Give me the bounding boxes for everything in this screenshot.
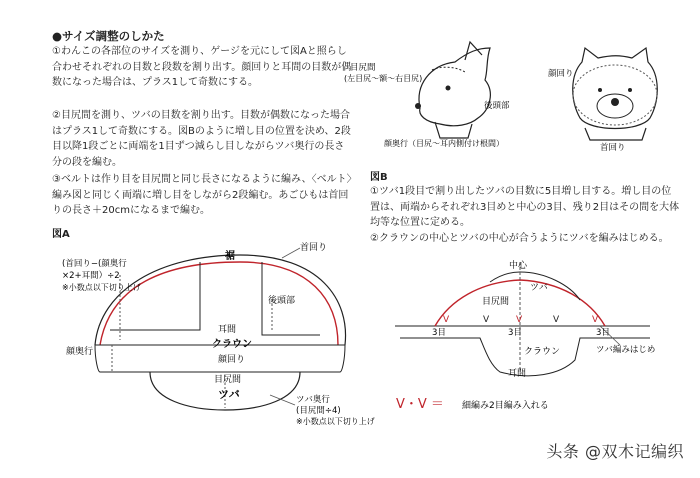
figa-formula-1: (首回り−(顔奥行 — [62, 259, 127, 269]
figa-top-label: 裾 — [225, 251, 235, 262]
neck-leader — [282, 248, 300, 258]
cut-line-left — [110, 262, 200, 330]
figa-formula-note: ※小数点以下切り上げ — [62, 283, 141, 292]
figb-center-label: 中心 — [509, 261, 528, 271]
figa-brim-depth-note: ※小数点以下切り上げ — [296, 417, 375, 426]
brim-depth-leader — [270, 395, 295, 405]
crown-right-edge — [340, 345, 345, 372]
figb-three-mid: 3目 — [508, 328, 522, 338]
crown-left-edge — [95, 345, 100, 372]
figa-eye-gap-label: 目尻間 — [214, 375, 242, 385]
legend-symbol: V・V ＝ — [396, 397, 444, 412]
svg-text:V: V — [553, 315, 560, 325]
dog-neck-label: 首回り — [600, 143, 626, 153]
svg-text:V: V — [483, 315, 490, 325]
figa-brim-depth-1: ツバ奥行 — [296, 395, 330, 405]
step-3-text: ③ベルトは作り目を目尻間と同じ長さになるように編み、〈ベルト〉編み図と同じく両端に増し目をしながら2段編む。あごひもは首回りの長さ＋20cmになるまで編む。 — [52, 174, 352, 216]
svg-text:V: V — [592, 315, 599, 325]
dog-eye-gap-2: (左目尻〜額〜右目尻) — [344, 74, 423, 83]
step-1-text: ①わんこの各部位のサイズを測り、ゲージを元にして図Aと照らし合わせそれぞれの目数と段数を割り出す。顔回りと耳間の目数が偶数になった場合は、プラス1して奇数にする。 — [52, 46, 352, 88]
figa-neck-label: 首回り — [300, 243, 328, 253]
figure-b-label: 図B — [370, 172, 388, 183]
figa-brim-label: ツバ — [218, 388, 240, 401]
figb-crown-label: クラウン — [524, 347, 561, 357]
dog-side-illustration — [415, 42, 490, 138]
section-title: ●サイズ調整のしかた — [52, 29, 165, 43]
svg-text:V: V — [443, 315, 450, 325]
figb-eye-gap-label: 目尻間 — [482, 297, 510, 307]
figb-ear-gap-label: 耳間 — [508, 369, 527, 379]
figa-ear-gap-label: 耳間 — [218, 325, 237, 335]
figa-face-around-label: 顔回り — [218, 355, 246, 365]
dog-face-around-label: 顔回り — [548, 69, 574, 79]
figa-formula-2: ×2+耳間）÷2 — [62, 271, 120, 281]
figa-back-head-label: 後頭部 — [268, 296, 296, 306]
figb-brim-label: ツバ — [530, 283, 548, 293]
figure-b-step-2: ②クラウンの中心とツバの中心が合うようにツバを編みはじめる。 — [370, 233, 669, 244]
figure-b-step-1: ①ツバ1段目で割り出したツバの目数に5目増し目する。増し目の位置は、両端からそれぞれ3目めと中心の3目、残り2目はその間を大体均等な位置に定める。 — [370, 186, 680, 228]
figa-brim-depth-2: (目尻間÷4) — [296, 406, 341, 416]
dog-face-depth-label: 顔奥行（目尻〜耳内側付け根間） — [384, 139, 504, 148]
dog-back-head-label: 後頭部 — [484, 101, 510, 111]
dog-eye-gap-1: 目尻間 — [350, 63, 376, 73]
figa-crown-label: クラウン — [212, 339, 252, 350]
figb-three-left: 3目 — [432, 328, 446, 338]
dog-front-illustration — [573, 48, 658, 140]
watermark: 头条 @双木记编织 — [546, 442, 684, 461]
figure-a-label: 図A — [52, 229, 70, 240]
step-2-text: ②目尻間を測り、ツバの目数を割り出す。目数が偶数になった場合はプラス1して奇数にする。図Bのように増し目の位置を決め、2段目以降1段ごとに両端を1目ずつ減らし目しながらツバ奥行の長さ分の段を編む。 — [52, 110, 351, 168]
figa-face-depth-label: 顔奥行 — [66, 347, 94, 357]
legend-text: 細編み2目編み入れる — [462, 401, 549, 411]
svg-text:V: V — [516, 315, 523, 325]
figb-three-right: 3目 — [596, 328, 610, 338]
figb-increase-marks — [443, 315, 599, 325]
figb-start-label: ツバ編みはじめ — [596, 345, 656, 355]
